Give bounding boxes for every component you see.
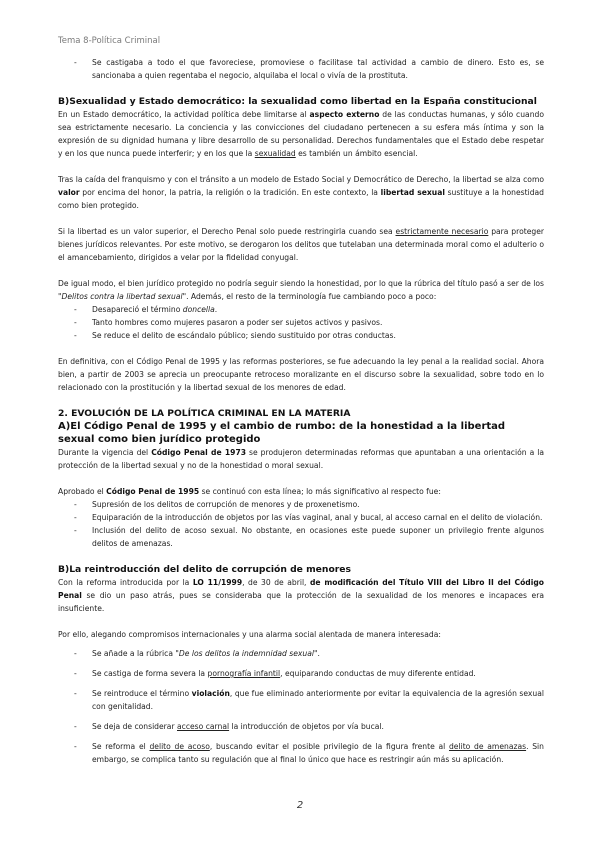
- list-item: - Se añade a la rúbrica "De los delitos la indemnidad sexual".: [58, 647, 544, 660]
- paragraph: En definitiva, con el Código Penal de 1995 y las reformas posteriores, se fue adecuando la ley penal a la realidad social. Ahora bien, a partir de 2003 se aprecia un preocupante retroceso moralizante en el discurso sobre la sexualidad, sobre todo en lo relacionado con la prostitución y la libertad sexual de los menores de edad.: [58, 357, 544, 392]
- list-item: - Se castiga de forma severa la pornografía infantil, equiparando conductas de muy diferente entidad.: [58, 667, 544, 680]
- subsection-heading-corrupcion-menores: B)La reintroducción del delito de corrupción de menores: [58, 564, 351, 575]
- paragraph: En un Estado democrático, la actividad política debe limitarse al aspecto externo de las conductas humanas, y sólo cuando sea estrictamente necesario. La conciencia y las convicciones del ciudadano pertenecen a su esfera más íntima y son la expresión de su dignidad humana y libre desarrollo de su personalidad. Derechos fundamentales que el Estado debe respetar y en los que nunca puede interferir; y en los que la sexualidad es también un ámbito esencial.: [58, 110, 544, 158]
- list-item: - Tanto hombres como mujeres pasaron a poder ser sujetos activos y pasivos.: [58, 316, 544, 329]
- paragraph: Durante la vigencia del Código Penal de 1973 se produjeron determinadas reformas que apuntaban a una orientación a la protección de la libertad sexual y no de la honestidad o moral sexual.: [58, 448, 545, 470]
- running-header: Tema 8-Política Criminal: [58, 36, 161, 46]
- paragraph: Tras la caída del franquismo y con el tránsito a un modelo de Estado Social y Democrático de Derecho, la libertad se alza como valor por encima del honor, la patria, la religión o la tradición. En este contexto, la libertad sexual sustituye a la honestidad como bien protegido.: [58, 175, 544, 210]
- paragraph: De igual modo, el bien jurídico protegido no podría seguir siendo la honestidad, por lo que la rúbrica del título pasó a ser de los "Delitos contra la libertad sexual". Además, el resto de la terminología fue cambiando poco a poco:: [58, 279, 544, 301]
- section-heading-evolucion: 2. EVOLUCIÓN DE LA POLÍTICA CRIMINAL EN LA MATERIA: [58, 408, 351, 419]
- list-item: - Desapareció el término doncella.: [58, 303, 544, 316]
- lo-1999-list: [58, 647, 544, 766]
- list-item: - Se castigaba a todo el que favoreciese, promoviese o facilitase tal actividad a cambio de dinero. Esto es, se sancionaba a quien regentaba el negocio, alquilaba el local o vivía de la prostituta.: [58, 56, 544, 82]
- paragraph: Con la reforma introducida por la LO 11/1999, de 30 de abril, de modificación del Título VIII del Libro II del Código Penal se dio un paso atrás, pues se consideraba que la protección de la sexualidad de los menores e incapaces era insuficiente.: [58, 578, 544, 613]
- section-heading-sexualidad-estado: B)Sexualidad y Estado democrático: la sexualidad como libertad en la España constitucional: [58, 96, 537, 107]
- page-content: [58, 56, 544, 773]
- list-item: - Se reforma el delito de acoso, buscando evitar el posible privilegio de la figura frente al delito de amenazas. Sin embargo, se complica tanto su regulación que al final lo único que hace es restringir aún más su aplicación.: [58, 740, 544, 766]
- list-item: - Equiparación de la introducción de objetos por las vías vaginal, anal y bucal, al acceso carnal en el delito de violación.: [58, 511, 544, 524]
- reform-list: [58, 498, 544, 550]
- list-item: - Inclusión del delito de acoso sexual. No obstante, en ocasiones este puede suponer un privilegio frente algunos delitos de amenazas.: [58, 524, 544, 550]
- list-item: - Se deja de considerar acceso carnal la introducción de objetos por vía bucal.: [58, 720, 544, 733]
- terminology-list: [58, 303, 544, 342]
- page-number: 2: [296, 800, 304, 811]
- paragraph: Si la libertad es un valor superior, el Derecho Penal solo puede restringirla cuando sea estrictamente necesario para proteger bienes jurídicos relevantes. Por este motivo, se derogaron los delitos que tutelaban una determinada moral como el adulterio o el amancebamiento, dirigidos a velar por la fidelidad conyugal.: [58, 227, 544, 262]
- list-item: - Se reintroduce el término violación, que fue eliminado anteriormente por evitar la equivalencia de la agresión sexual con genitalidad.: [58, 687, 544, 713]
- subsection-heading-codigo-1995: A)El Código Penal de 1995 y el cambio de rumbo: de la honestidad a la libertad sexual como bien jurídico protegido: [58, 421, 506, 445]
- paragraph: Por ello, alegando compromisos internacionales y una alarma social alentada de manera interesada:: [58, 630, 441, 639]
- intro-list: [58, 56, 544, 82]
- list-item: - Se reduce el delito de escándalo público; siendo sustituido por otras conductas.: [58, 329, 544, 342]
- list-item: - Supresión de los delitos de corrupción de menores y de proxenetismo.: [58, 498, 544, 511]
- paragraph: Aprobado el Código Penal de 1995 se continuó con esta línea; lo más significativo al respecto fue:: [58, 487, 441, 496]
